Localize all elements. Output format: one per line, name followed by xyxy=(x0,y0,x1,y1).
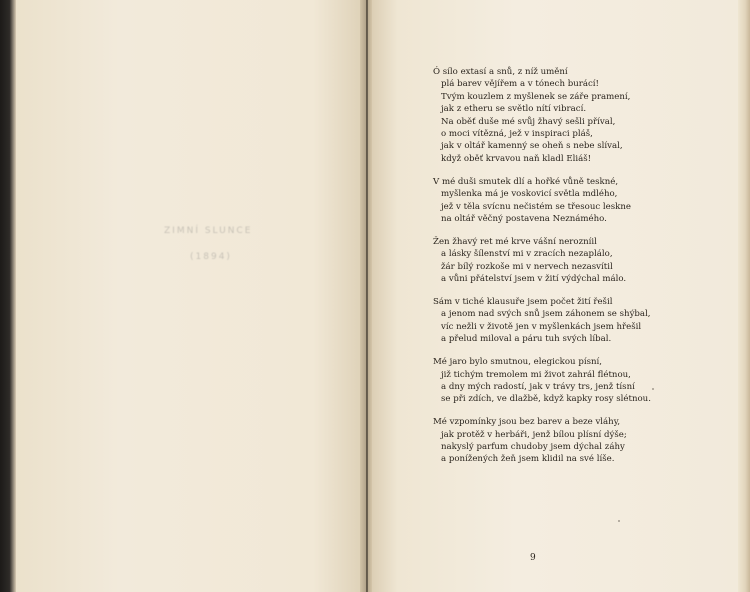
poem-line: jak protěž v herbáři, jenž bílou plísní dýše; xyxy=(441,429,627,440)
poem-text xyxy=(433,66,733,476)
poem-line: o moci vítězná, jež v inspiraci pláš, xyxy=(441,129,593,140)
poem-line: Tvým kouzlem z myšlenek se záře pramení, xyxy=(441,91,631,102)
poem-line: se při zdích, ve dlažbě, když kapky rosy slétnou. xyxy=(441,394,651,405)
poem-line: a ponížených žeň jsem klidil na své líše. xyxy=(441,454,615,465)
poem-line: Mé jaro bylo smutnou, elegickou písní, xyxy=(433,357,602,368)
poem-stanza xyxy=(433,296,733,346)
poem-line: a jenom nad svých snů jsem záhonem se shýbal, xyxy=(441,309,651,320)
poem-line: a přelud miloval a páru tuh svých líbal. xyxy=(441,334,612,345)
poem-line: Žen žhavý ret mé krve vášní nerozníil xyxy=(433,236,597,247)
poem-line: Na oběť duše mé svůj žhavý sešli příval, xyxy=(441,116,616,127)
poem-line: plá barev vějířem a v tónech burácí! xyxy=(441,79,599,90)
paper-speck xyxy=(652,388,654,390)
book-gutter xyxy=(360,0,372,592)
poem-line: nakyslý parfum chudoby jsem dýchal záhy xyxy=(441,442,625,453)
left-page xyxy=(14,0,366,592)
poem-line: a dny mých radostí, jak v trávy trs, jenž tísní xyxy=(441,381,635,392)
poem-line: víc nežli v životě jen v myšlenkách jsem hřešil xyxy=(441,321,642,332)
show-through-year: (1894) xyxy=(190,252,232,262)
poem-line: jak v oltář kamenný se oheň s nebe slíval, xyxy=(441,141,623,152)
poem-line: Ó sílo extasí a snů, z níž umění xyxy=(433,67,568,77)
poem-line: jak z etheru se světlo nítí vibrací. xyxy=(441,104,587,115)
poem-stanza xyxy=(433,236,733,286)
left-page-edges xyxy=(0,0,16,592)
poem-stanza xyxy=(433,176,733,226)
paper-speck xyxy=(618,520,620,522)
poem-line: žár bílý rozkoše mi v nervech nezasvítil xyxy=(441,261,613,272)
poem-line: již tichým tremolem mi život zahrál flétnou, xyxy=(441,369,631,380)
poem-line: Sám v tiché klausuře jsem počet žití řešil xyxy=(433,297,613,307)
poem-stanza xyxy=(433,66,733,165)
poem-line: na oltář věčný postavena Neznámého. xyxy=(441,213,607,224)
show-through-title: ZIMNÍ SLUNCE xyxy=(164,226,253,236)
poem-line: V mé duši smutek dlí a hořké vůně teskné, xyxy=(433,176,619,187)
poem-line: jež v těla svícnu nečistém se třesouc leskne xyxy=(441,201,631,212)
page-number: 9 xyxy=(530,553,536,563)
poem-line: a lásky šílenství mi v zracích nezaplálo, xyxy=(441,249,613,260)
poem-stanza xyxy=(433,356,733,406)
poem-line: a vůni přátelství jsem v žití výdýchal málo. xyxy=(441,274,627,285)
poem-line: když oběť krvavou naň kladl Eliáš! xyxy=(441,153,592,164)
poem-stanza xyxy=(433,416,733,466)
poem-line: Mé vzpomínky jsou bez barev a beze vláhy, xyxy=(433,417,621,428)
poem-line: myšlenka má je voskovicí světla mdlého, xyxy=(441,189,618,200)
right-page-edges xyxy=(738,0,750,592)
